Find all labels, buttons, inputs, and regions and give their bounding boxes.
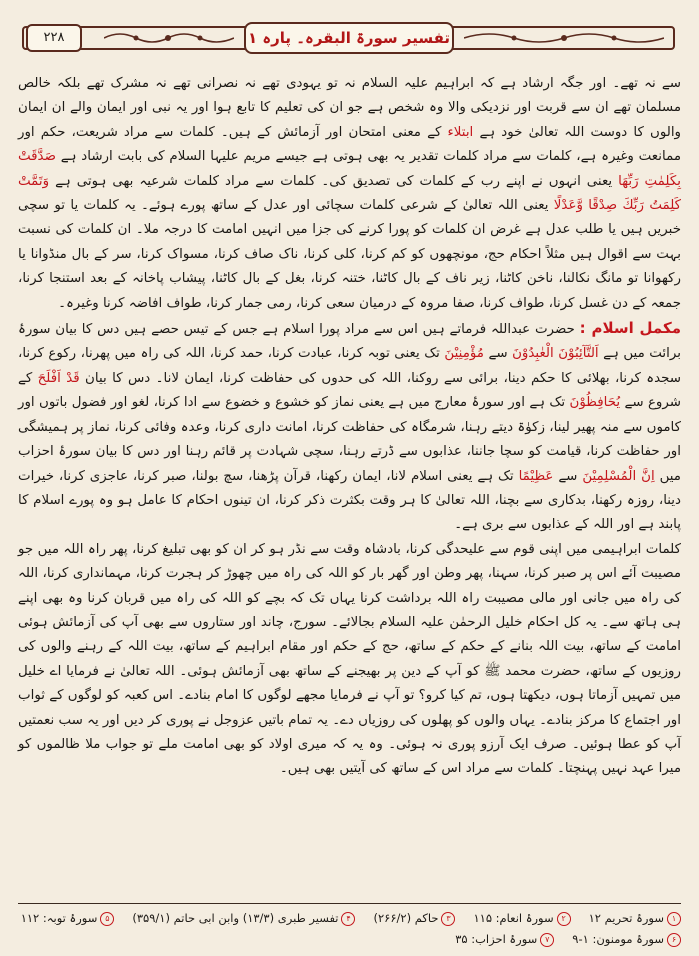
footnote-number: ۷ — [540, 933, 554, 947]
page — [14, 12, 685, 944]
text-span: سے — [488, 346, 508, 362]
quran-ayah: وَتَمَّتْ كَلِمَتُ رَبِّكَ صِدْقًا وَّعَدْلًا — [18, 173, 682, 214]
footnote-text: سورۂ توبہ: ۱۱۲ — [20, 911, 98, 925]
footnote-row — [18, 929, 681, 950]
text-span: تک یعنی توبہ کرنا، عبادت کرنا، حمد کرنا، اللہ کی راہ میں پھرنا، رکوع کرنا، سجدہ کرنا، بھلائی کا حکم دینا، برائی سے روکنا، اللہ کی حدوں کی حفاظت کرنا، ایمان لانا۔ دس کا بیان — [18, 346, 681, 386]
footnote-number: ۴ — [341, 912, 355, 926]
text-span: سے نہ تھے۔ اور جگہ ارشاد ہے کہ ابراہیم علیہ السلام نہ تو یہودی تھے نہ نصرانی تھے نہ مشرک تھے بلکہ خالص مسلمان تھے ان سے قربت اور نزدیکی والا وہ شخص ہے جو ان کی تعلیم کا تابع ہوا اور یہ نبی اور ایمان والے ان ایمان والوں کا دوست اللہ تعالیٰ خود ہے — [18, 76, 682, 140]
footnote-text: حاکم (۲۶۶/۲) — [373, 911, 439, 925]
quran-ayah: اِنَّ الْمُسْلِمِيْنَ — [582, 468, 655, 484]
paragraph-2 — [18, 316, 681, 538]
footnote-number: ۲ — [557, 912, 571, 926]
text-span: کے معنی امتحان اور آزمائش کے ہیں۔ کلمات سے مراد شریعت، حکم اور ممانعت وغیرہ ہے، کلمات سے مراد کلمات تقدیر یہ بھی ہوتی ہے جیسے مریم علیہا السلام کی بابت ارشاد ہے — [18, 124, 681, 165]
footnote-item — [455, 929, 554, 950]
header-ornament-right — [464, 30, 664, 46]
footnote-divider — [18, 903, 681, 904]
page-body — [18, 72, 681, 782]
text-span: تک ہے یعنی اسلام لانا، ایمان رکھنا، قرآن پڑھنا، سچ بولنا، صبر کرنا، عاجزی کرنا، خیرات دینا، روزہ رکھنا، بدکاری سے بچنا، اللہ تعالیٰ کا ہر وقت بکثرت ذکر کرنا، ان تینوں احکام کا عامل ہو وہ پورے اسلام کا پابند ہے اور اللہ کے عذابوں سے بری ہے۔ — [18, 468, 681, 533]
section-heading: مکمل اسلام : — [579, 319, 681, 338]
footnote-number: ۳ — [441, 912, 455, 926]
header-ornament-left — [104, 30, 234, 46]
page-header — [14, 12, 685, 58]
footnote-item — [132, 908, 355, 929]
footnote-text: سورۂ تحریم ۱۲ — [588, 911, 664, 925]
footnotes — [18, 908, 681, 950]
footnote-text: تفسیر طبری (۱۳/۳) وابن ابی حاتم (۳۵۹/۱) — [132, 911, 339, 925]
footnote-item — [572, 929, 681, 950]
footnote-item — [21, 908, 115, 929]
quran-ayah: مُؤْمِنِيْنَ — [444, 346, 484, 362]
text-span: کے شروع سے — [18, 370, 682, 411]
footnote-number: ۱ — [667, 912, 681, 926]
quran-ayah: قَدْ اَفْلَحَ — [37, 370, 80, 386]
footnote-text: سورۂ احزاب: ۳۵ — [455, 932, 538, 946]
quran-ayah: عَظِيْمًا — [518, 468, 554, 484]
footnote-number: ۶ — [667, 933, 681, 947]
footnote-row — [18, 908, 681, 929]
page-number: ۲۲۸ — [26, 24, 82, 52]
text-span: یعنی انہوں نے اپنے رب کے کلمات کی تصدیق کی۔ کلمات سے مراد کلمات شرعیہ بھی ہوتی ہے — [55, 173, 613, 189]
footnote-number: ۵ — [100, 912, 114, 926]
footnote-text: سورۂ انعام: ۱۱۵ — [473, 911, 554, 925]
footnote-item — [473, 908, 570, 929]
text-span: حضرت عبداللہ فرماتے ہیں اس سے مراد پورا اسلام ہے جس کے تیس حصے ہیں دس کا بیان سورۂ برائت میں ہے — [18, 322, 681, 362]
paragraph-1 — [18, 72, 681, 316]
quran-ayah: يُحَافِظُوْنَ — [569, 395, 621, 411]
footnote-text: سورۂ مومنون: ۱-۹ — [572, 932, 664, 946]
text-span: کلمات ابراہیمی میں اپنی قوم سے علیحدگی کرنا، بادشاہ وقت سے نڈر ہو کر ان کو بھی تبلیغ کرنا، پھر راہ اللہ میں جو مصیبت آئے اس پر صبر کرنا، سہنا، پھر وطن اور گھر بار کو اللہ کی راہ میں چھوڑ کر ہجرت کرنا، مہمانداری کرنا، اللہ کی راہ میں جانی اور مالی مصیبت راہ اللہ برداشت کرنا یہاں تک کہ بچے کو اللہ کی راہ میں قربان کرنا وہ بھی اپنے ہی ہاتھ سے۔ یہ کل احکام خلیل الرحمٰن علیہ السلام بجالائے۔ سورج، چاند اور ستاروں سے بھی آپ کی آزمائش ہوئی امامت کے ساتھ، بیت اللہ بنانے کے حکم کے ساتھ، حج کے حکم اور مقام ابراہیم کے ساتھ، بیت اللہ کے رہنے والوں کی روزیوں کے ساتھ، حضرت محمد ﷺ کو آپ کے دین پر بھیجنے کے ساتھ بھی آزمائش ہوئی۔ اللہ تعالیٰ نے فرمایا اے خلیل میں تمہیں آزماتا ہوں، دیکھتا ہوں، تم کیا کرو؟ تو آپ نے فرمایا مجھے لوگوں کا امام بنادے۔ اس کعبہ کو لوگوں کے ثواب اور اجتماع کا مرکز بنادے۔ یہاں والوں کو پھلوں کی روزیاں دے۔ یہ تمام باتیں عزوجل نے پوری کر دیں اور یہ سب نعمتیں آپ کو عطا ہوئیں۔ صرف ایک آرزو پوری نہ ہوئی۔ وہ یہ کہ میری اولاد کو بھی امامت ملے تو جواب ملا ظالموں کو میرا عہد نہیں پہنچتا۔ کلمات سے مراد اس کے ساتھ کی آیتیں بھی ہیں۔ — [18, 541, 681, 777]
text-span: تک ہے اور سورۂ معارج میں ہے یعنی نماز کو خشوع و خضوع سے ادا کرنا، لغو اور فضول باتوں اور کاموں سے منہ پھیر لینا، زکوٰۃ دیتے رہنا، شرمگاہ کی حفاظت کرنا، امانت داری کرنا، وعدہ وفائی کرنا، نماز پر ہمیشگی اور حفاظت کرنا، قیامت کو سچا جاننا، عذابوں سے ڈرتے رہنا، سچی شہادت پر قائم رہنا اور دس کا بیان سورۂ احزاب میں — [18, 395, 681, 484]
quran-ayah: صَدَّقَتْ بِكَلِمٰتِ رَبِّهَا — [18, 149, 681, 189]
text-span: یعنی اللہ تعالیٰ کے شرعی کلمات سچائی اور عدل کے ساتھ پورے ہوئے۔ یہ کلمات یا تو سچی خبریں ہیں یا طلب عدل ہے غرض ان کلمات کو پورا کرنے کی جزا میں انہیں امامت کا درجہ ملا۔ ان کلمات کی نسبت بہت سے اقوال ہیں مثلاً احکام حج، مونچھوں کو کم کرنا، کلی کرنا، ناک صاف کرنا، مسواک کرنا، سر کے بال منڈوانا یا رکھوانا تو مانگ نکالنا، ناخن کاٹنا، زیر ناف کے بال کاٹنا، ختنہ کرنا، بغل کے بال کاٹنا، پیشاب پاخانہ کے بعد استنجا کرنا، جمعہ کے دن غسل کرنا، طواف کرنا، صفا مروہ کے درمیان سعی کرنا، رمی جمار کرنا، طواف افاضہ کرنا وغیرہ۔ — [18, 198, 681, 311]
quran-ayah: اَلتَّآئِبُوْنَ الْعٰبِدُوْنَ — [512, 346, 599, 362]
page-title: تفسیر سورۃ البقرہ۔ پارہ ۱ — [244, 22, 454, 54]
highlighted-word: ابتلاء — [447, 124, 474, 140]
footnote-item — [589, 908, 681, 929]
text-span: سے — [558, 468, 578, 484]
paragraph-3 — [18, 538, 681, 782]
footnote-item — [373, 908, 455, 929]
